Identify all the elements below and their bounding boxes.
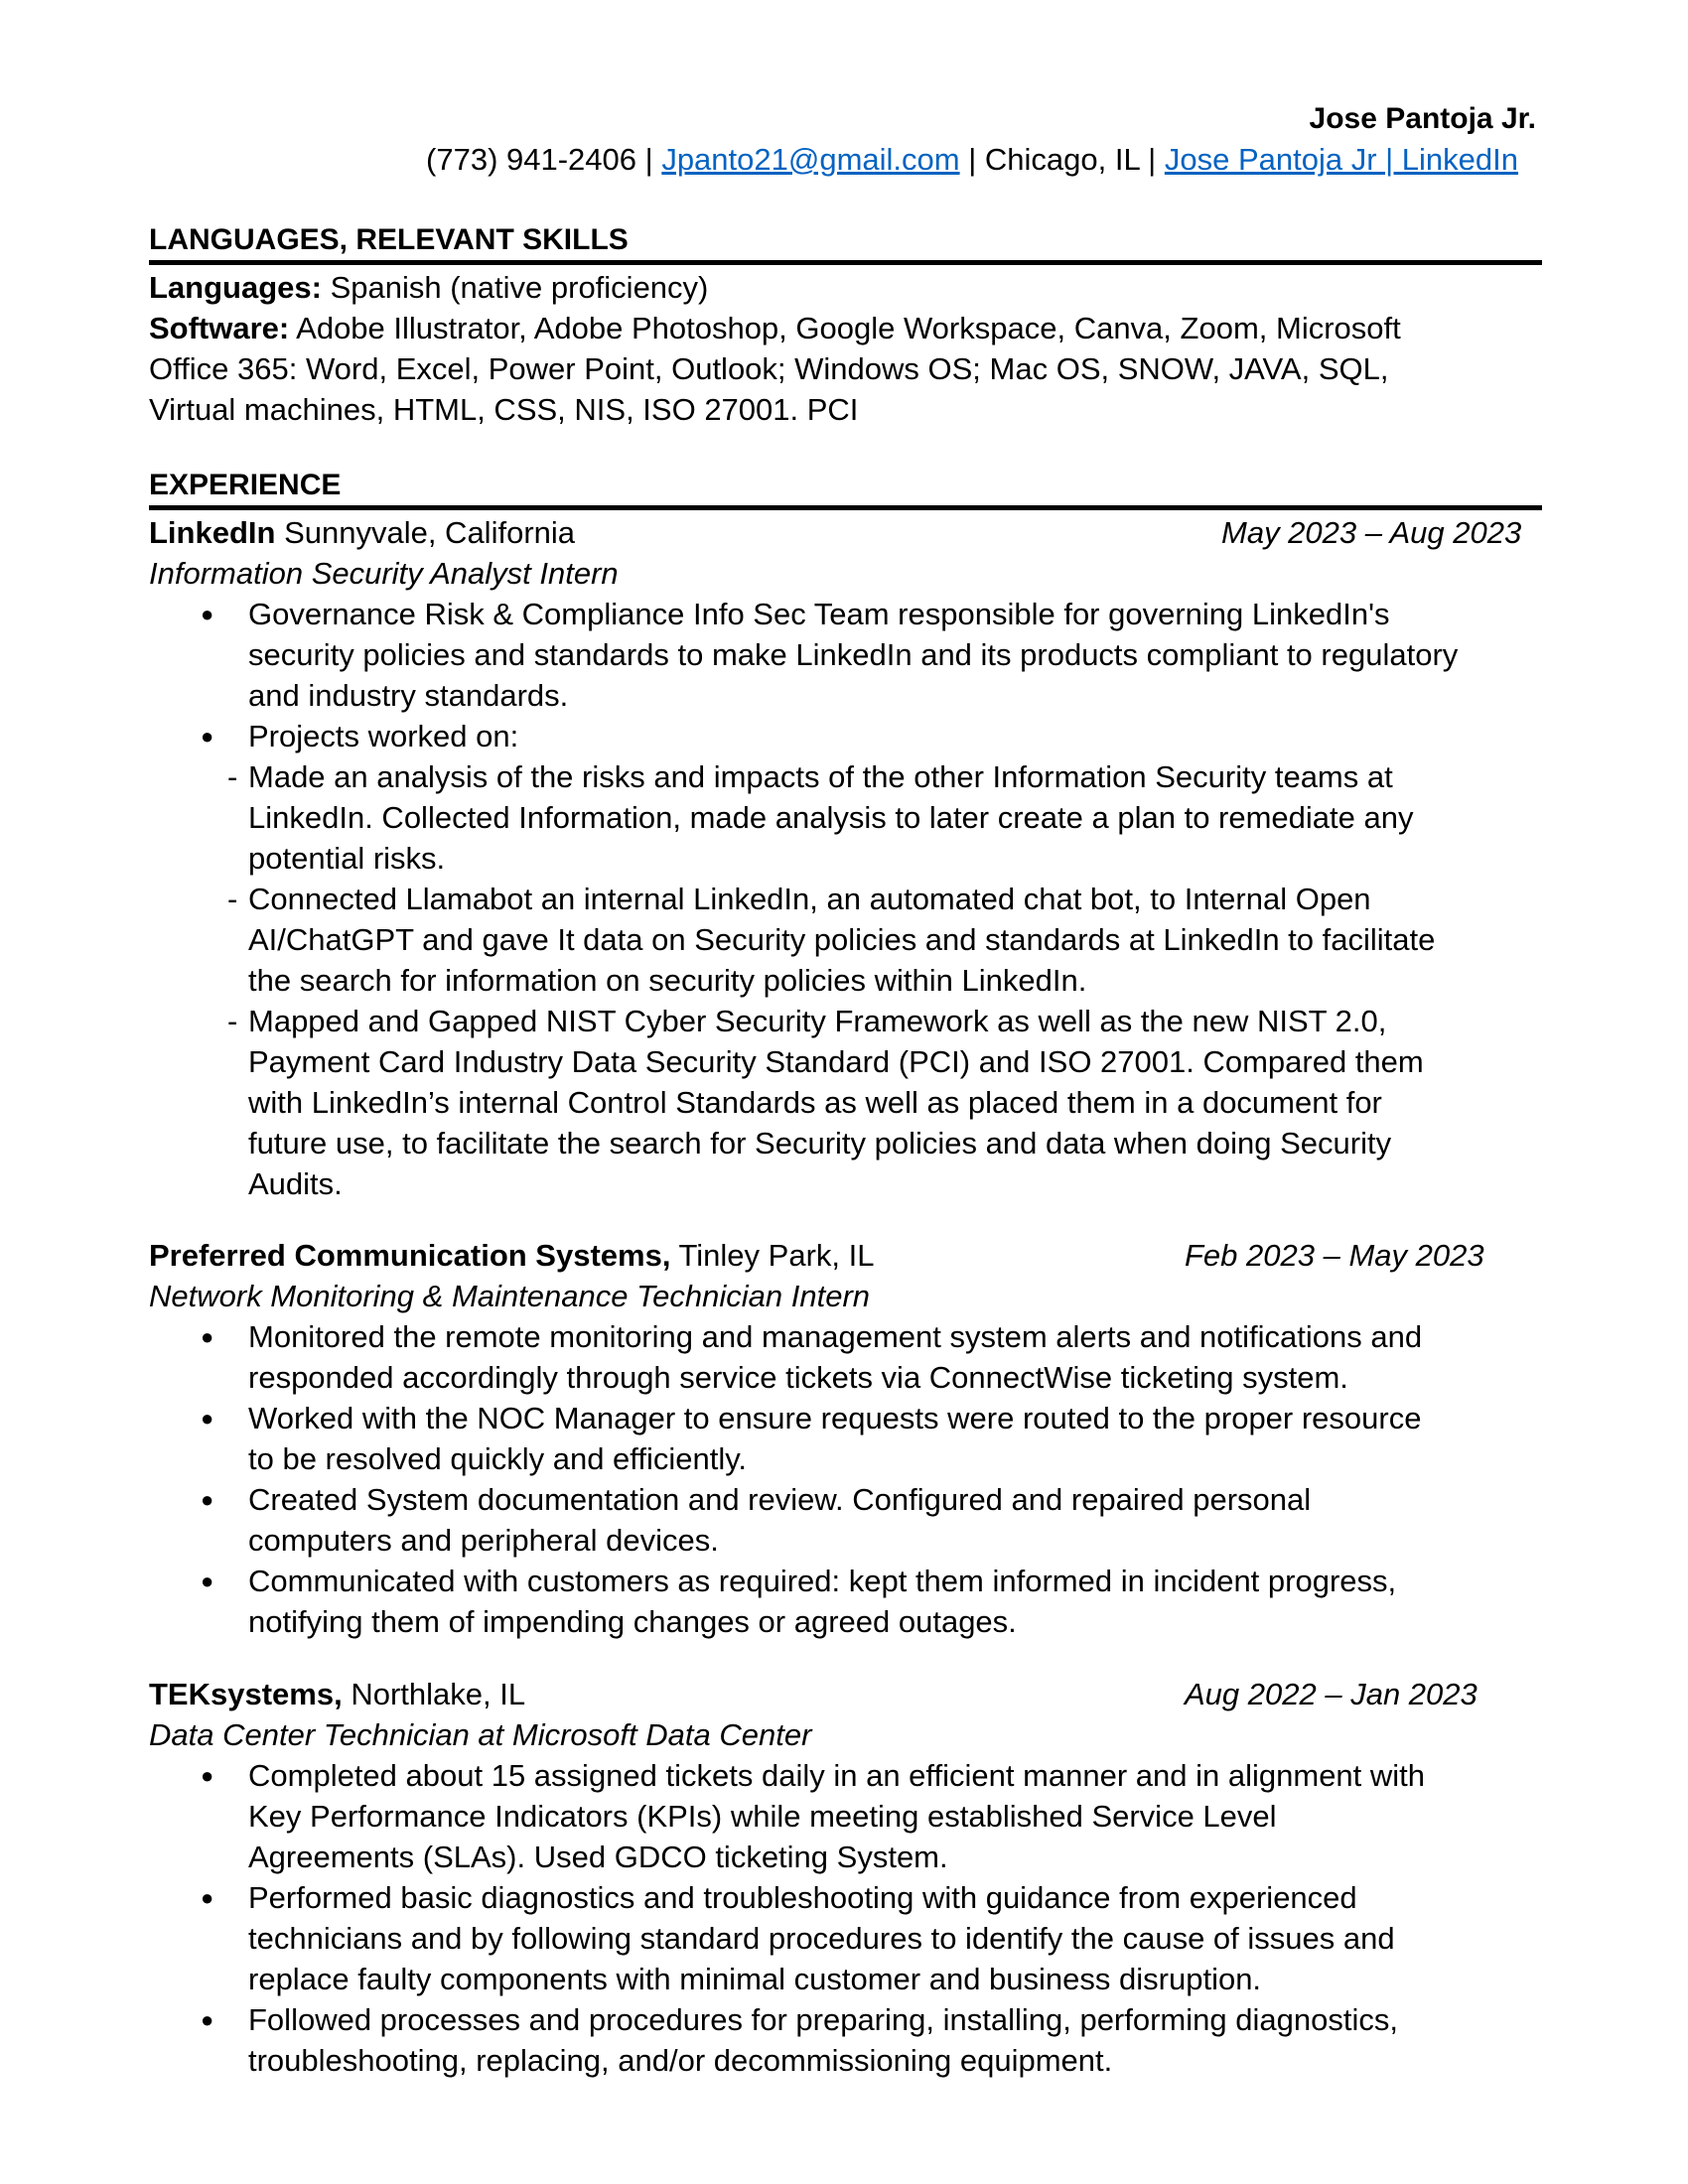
job-bullets [149,594,1549,756]
skills-heading: LANGUAGES, RELEVANT SKILLS [149,220,1542,265]
bullet-text: Key Performance Indicators (KPIs) while meeting established Service Level [248,1799,1277,1834]
list-item [149,716,1549,756]
sub-item-text: Payment Card Industry Data Security Standard (PCI) and ISO 27001. Compared them [248,1044,1424,1079]
dash-icon: - [227,882,238,916]
bullet-text: and industry standards. [248,678,569,713]
location: Chicago, IL [984,142,1140,177]
company-name: Preferred Communication Systems, [149,1238,671,1273]
sub-item-text: with LinkedIn’s internal Control Standards as well as placed them in a document for [248,1085,1382,1120]
sub-item-text: the search for information on security policies within LinkedIn. [248,963,1087,998]
company-location: Sunnyvale, California [275,515,576,550]
company-name: LinkedIn [149,515,276,550]
bullet-text: replace faulty components with minimal customer and business disruption. [248,1962,1262,1996]
job-preferred-communication [149,1235,1549,1642]
bullet-text: Performed basic diagnostics and troubleshooting with guidance from experienced [248,1880,1357,1915]
bullet-text: notifying them of impending changes or agreed outages. [248,1604,1017,1639]
linkedin-link[interactable]: Jose Pantoja Jr | LinkedIn [1164,142,1518,177]
company-location: Tinley Park, IL [670,1238,875,1273]
software-label: Software: [149,311,290,345]
sub-item [149,1001,1549,1204]
bullet-icon: ● [201,2007,214,2032]
bullet-text: responded accordingly through service tickets via ConnectWise ticketing system. [248,1360,1348,1395]
sub-item-text: LinkedIn. Collected Information, made analysis to later create a plan to remediate any [248,800,1414,835]
job-linkedin [149,512,1549,1204]
bullet-text: technicians and by following standard procedures to identify the cause of issues and [248,1921,1395,1956]
languages-value: Spanish (native proficiency) [321,270,709,305]
sub-item-text: Mapped and Gapped NIST Cyber Security Framework as well as the new NIST 2.0, [248,1004,1387,1038]
company-name: TEKsystems, [149,1677,343,1711]
bullet-text: Created System documentation and review. Configured and repaired personal [248,1482,1312,1517]
bullet-text: Followed processes and procedures for preparing, installing, performing diagnostics, [248,2002,1398,2037]
software-value: Adobe Illustrator, Adobe Photoshop, Google Workspace, Canva, Zoom, Microsoft [289,311,1401,345]
list-item [149,1561,1549,1642]
job-dates: Feb 2023 – May 2023 [1185,1238,1484,1273]
bullet-icon: ● [201,1406,214,1431]
list-item [149,1999,1549,2081]
separator: | [1139,142,1165,177]
bullet-icon: ● [201,1885,214,1910]
bullet-icon: ● [201,1763,214,1788]
bullet-text: Monitored the remote monitoring and management system alerts and notifications and [248,1319,1423,1354]
sub-item-text: AI/ChatGPT and gave It data on Security policies and standards at LinkedIn to facilitate [248,922,1436,957]
bullet-text: to be resolved quickly and efficiently. [248,1441,748,1476]
separator: | [636,142,662,177]
list-item [149,1755,1549,1877]
job-teksystems [149,1674,1549,2081]
bullet-text: Completed about 15 assigned tickets daily in an efficient manner and in alignment with [248,1758,1426,1793]
experience-heading: EXPERIENCE [149,466,1542,510]
software-value-cont: Virtual machines, HTML, CSS, NIS, ISO 27001. PCI [149,392,859,427]
bullet-text: troubleshooting, replacing, and/or decommissioning equipment. [248,2043,1113,2078]
list-item [149,1479,1549,1561]
bullet-text: computers and peripheral devices. [248,1523,719,1558]
bullet-icon: ● [201,1324,214,1349]
email-link[interactable]: Jpanto21@gmail.com [661,142,960,177]
list-item [149,594,1549,716]
skills-block [149,267,1549,430]
languages-label: Languages: [149,270,322,305]
job-dates: May 2023 – Aug 2023 [1221,515,1522,550]
phone: (773) 941-2406 [426,142,637,177]
list-item [149,1877,1549,1999]
job-title: Information Security Analyst Intern [149,556,619,591]
job-bullets [149,1755,1549,2081]
job-bullets [149,1316,1549,1642]
bullet-icon: ● [201,1487,214,1512]
job-title: Data Center Technician at Microsoft Data Center [149,1717,812,1752]
sub-item-text: future use, to facilitate the search for Security policies and data when doing Security [248,1126,1392,1160]
bullet-icon: ● [201,724,214,749]
sub-item-text: Audits. [248,1166,343,1201]
dash-icon: - [227,759,238,794]
job-title: Network Monitoring & Maintenance Technician Intern [149,1279,871,1313]
dash-icon: - [227,1004,238,1038]
company-location: Northlake, IL [342,1677,526,1711]
bullet-text: Agreements (SLAs). Used GDCO ticketing System. [248,1840,948,1874]
bullet-text: Communicated with customers as required: kept them informed in incident progress, [248,1564,1397,1598]
software-value-cont: Office 365: Word, Excel, Power Point, Outlook; Windows OS; Mac OS, SNOW, JAVA, SQL, [149,351,1389,386]
bullet-icon: ● [201,602,214,626]
bullet-text: Governance Risk & Compliance Info Sec Team responsible for governing LinkedIn's [248,597,1390,631]
sub-item [149,879,1549,1001]
sub-item [149,756,1549,879]
bullet-icon: ● [201,1569,214,1593]
list-item [149,1316,1549,1398]
job-dates: Aug 2022 – Jan 2023 [1185,1677,1477,1711]
list-item [149,1398,1549,1479]
bullet-text: security policies and standards to make LinkedIn and its products compliant to regulatory [248,637,1459,672]
bullet-text: Worked with the NOC Manager to ensure requests were routed to the proper resource [248,1401,1422,1435]
separator: | [959,142,985,177]
sub-item-text: Made an analysis of the risks and impacts of the other Information Security teams at [248,759,1393,794]
contact-line [149,140,1518,180]
sub-item-text: Connected Llamabot an internal LinkedIn, an automated chat bot, to Internal Open [248,882,1371,916]
bullet-text: Projects worked on: [248,719,519,753]
candidate-name: Jose Pantoja Jr. [1309,102,1536,135]
sub-item-text: potential risks. [248,841,446,876]
